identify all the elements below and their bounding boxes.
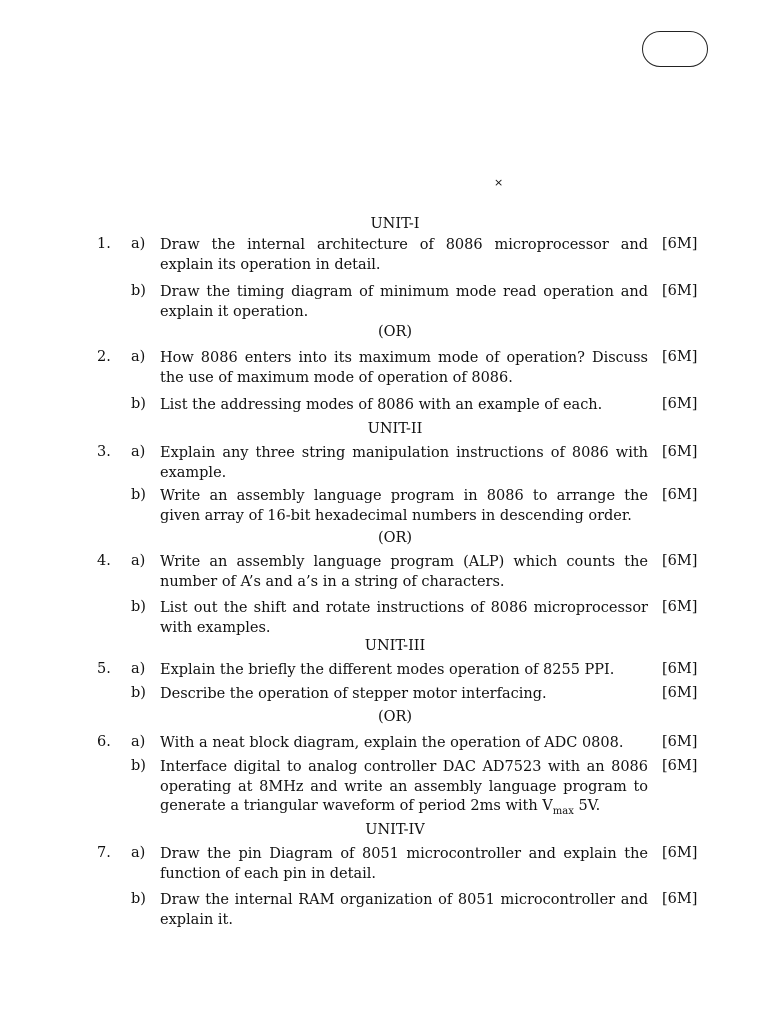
marks-label: [6M] <box>662 396 698 412</box>
question-text-tail: 5V. <box>573 798 601 814</box>
marks-label: [6M] <box>662 661 698 677</box>
part-label: b) <box>131 891 146 907</box>
question-text: List the addressing modes of 8086 with an example of each. <box>160 397 603 413</box>
question-text: Draw the pin Diagram of 8051 microcontroller and explain the function of each pin in detail. <box>160 846 648 882</box>
marks-label: [6M] <box>662 734 698 750</box>
question-number: 5. <box>97 661 111 677</box>
part-label: a) <box>131 349 146 365</box>
question-text-main: Interface digital to analog controller DAC AD7523 with an 8086 operating at 8MHz and write an assembly language program to generate a triangular waveform of period 2ms with V <box>160 759 648 814</box>
or-divider: (OR) <box>377 530 413 546</box>
part-label: a) <box>131 553 146 569</box>
marks-label: [6M] <box>662 349 698 365</box>
marks-label: [6M] <box>662 283 698 299</box>
unit-heading: UNIT-II <box>367 421 423 437</box>
question-text: Explain the briefly the different modes operation of 8255 PPI. <box>160 662 615 678</box>
question-number: 2. <box>97 349 111 365</box>
question-number: 6. <box>97 734 111 750</box>
marks-label: [6M] <box>662 891 698 907</box>
question-text: Draw the internal architecture of 8086 microprocessor and explain its operation in detail. <box>160 237 648 273</box>
part-label: a) <box>131 661 146 677</box>
part-label: b) <box>131 396 146 412</box>
question-text: Describe the operation of stepper motor interfacing. <box>160 686 547 702</box>
part-label: b) <box>131 758 146 774</box>
question-number: 1. <box>97 236 111 252</box>
or-divider: (OR) <box>377 709 413 725</box>
question-text <box>160 758 648 821</box>
marks-label: [6M] <box>662 444 698 460</box>
part-label: b) <box>131 685 146 701</box>
marks-label: [6M] <box>662 553 698 569</box>
part-label: a) <box>131 845 146 861</box>
question-text: How 8086 enters into its maximum mode of operation? Discuss the use of maximum mode of operation of 8086. <box>160 350 648 386</box>
marks-label: [6M] <box>662 685 698 701</box>
unit-heading: UNIT-I <box>370 216 420 232</box>
question-text: Explain any three string manipulation instructions of 8086 with example. <box>160 445 648 481</box>
marks-label: [6M] <box>662 236 698 252</box>
part-label: a) <box>131 734 146 750</box>
part-label: a) <box>131 444 146 460</box>
question-text: Draw the timing diagram of minimum mode read operation and explain it operation. <box>160 284 648 320</box>
or-divider: (OR) <box>377 324 413 340</box>
part-label: b) <box>131 283 146 299</box>
marks-label: [6M] <box>662 599 698 615</box>
marks-label: [6M] <box>662 845 698 861</box>
unit-heading: UNIT-IV <box>365 822 425 838</box>
question-text: Draw the internal RAM organization of 8051 microcontroller and explain it. <box>160 892 648 928</box>
question-number: 3. <box>97 444 111 460</box>
question-number: 7. <box>97 845 111 861</box>
unit-heading: UNIT-III <box>364 638 426 654</box>
vmax-subscript: max <box>552 805 574 817</box>
roll-number-box <box>642 31 708 67</box>
question-text: Write an assembly language program in 8086 to arrange the given array of 16-bit hexadecimal numbers in descending order. <box>160 488 648 524</box>
question-text: List out the shift and rotate instructions of 8086 microprocessor with examples. <box>160 600 648 636</box>
question-number: 4. <box>97 553 111 569</box>
part-label: b) <box>131 487 146 503</box>
part-label: b) <box>131 599 146 615</box>
question-text: Write an assembly language program (ALP) which counts the number of A’s and a’s in a string of characters. <box>160 554 648 590</box>
marks-label: [6M] <box>662 487 698 503</box>
part-label: a) <box>131 236 146 252</box>
marks-label: [6M] <box>662 758 698 774</box>
cross-mark: × <box>494 176 504 189</box>
question-text: With a neat block diagram, explain the operation of ADC 0808. <box>160 735 624 751</box>
